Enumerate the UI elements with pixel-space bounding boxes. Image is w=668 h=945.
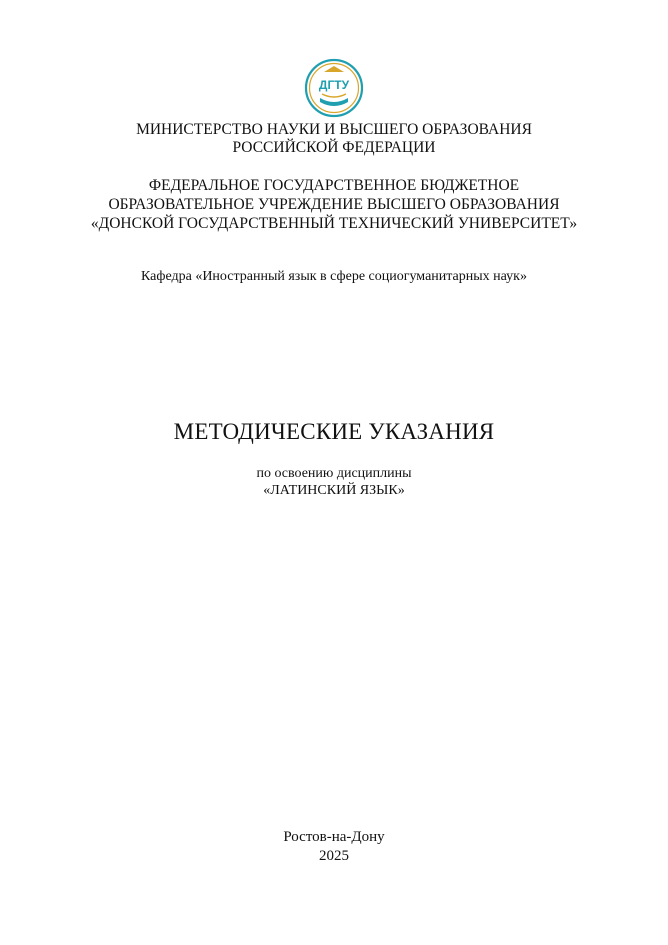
ministry-line-1: МИНИСТЕРСТВО НАУКИ И ВЫСШЕГО ОБРАЗОВАНИЯ bbox=[136, 121, 532, 138]
institution-line-2: ОБРАЗОВАТЕЛЬНОЕ УЧРЕЖДЕНИЕ ВЫСШЕГО ОБРАЗОВАНИЯ bbox=[108, 196, 560, 213]
document-subtitle bbox=[0, 465, 668, 499]
ministry-line-2: РОССИЙСКОЙ ФЕДЕРАЦИИ bbox=[232, 139, 436, 156]
subtitle-line-1: по освоению дисциплины bbox=[256, 466, 412, 481]
logo-text: ДГТУ bbox=[318, 78, 350, 92]
institution-header bbox=[0, 176, 668, 233]
document-title: МЕТОДИЧЕСКИЕ УКАЗАНИЯ bbox=[173, 419, 495, 444]
document-footer bbox=[0, 828, 668, 866]
institution-line-3: «ДОНСКОЙ ГОСУДАРСТВЕННЫЙ ТЕХНИЧЕСКИЙ УНИВЕРСИТЕТ» bbox=[90, 215, 578, 232]
subtitle-line-2: «ЛАТИНСКИЙ ЯЗЫК» bbox=[263, 483, 405, 498]
footer-city: Ростов-на-Дону bbox=[283, 829, 385, 845]
department-name: Кафедра «Иностранный язык в сфере социогуманитарных наук» bbox=[141, 269, 527, 284]
ministry-header bbox=[0, 121, 668, 157]
footer-year: 2025 bbox=[319, 848, 349, 864]
university-logo-icon bbox=[304, 58, 364, 118]
institution-line-1: ФЕДЕРАЛЬНОЕ ГОСУДАРСТВЕННОЕ БЮДЖЕТНОЕ bbox=[148, 177, 520, 194]
